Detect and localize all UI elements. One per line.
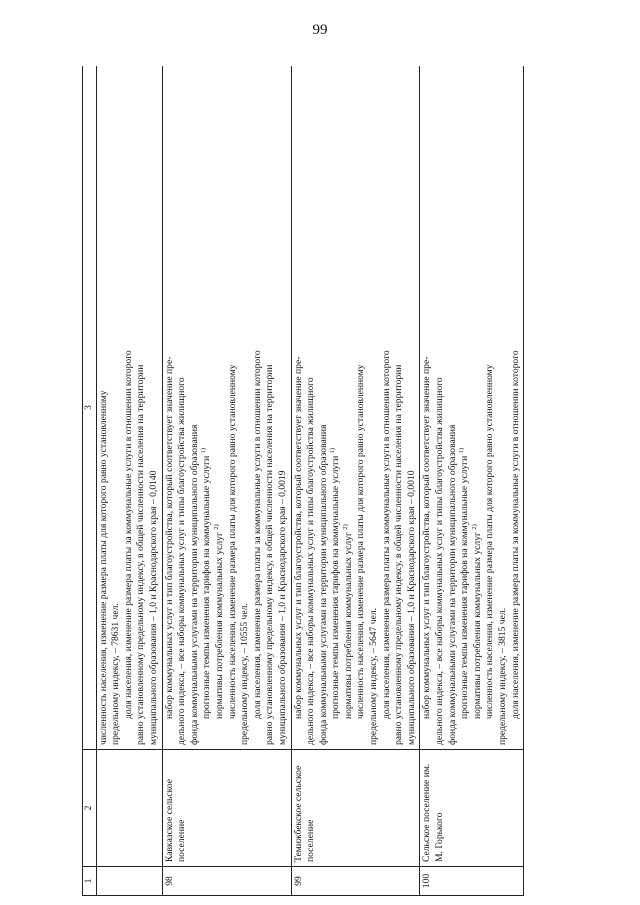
text-line-content: предельному индексу, – 78631 чел. — [110, 603, 122, 745]
text-line — [406, 70, 419, 745]
document-page-rotated — [82, 66, 564, 896]
description-cell — [162, 66, 291, 750]
text-line — [381, 70, 394, 745]
text-line-content: муниципального образования – 1,0 и Краснодарского края – 0,0140 — [147, 470, 159, 745]
text-line — [148, 70, 161, 745]
text-line-content: прогнозные темпы изменения тарифов на коммунальные услуги — [330, 455, 342, 719]
text-line — [110, 70, 123, 745]
text-line-content: доля населения, изменение размера платы за коммунальные услуги в отношении которого — [251, 350, 263, 719]
text-line — [497, 70, 510, 745]
continuation-name-cell — [96, 750, 162, 867]
text-line-content: муниципального образования – 1,0 и Краснодарского края – 0,0019 — [276, 470, 288, 745]
text-line-content: доля населения, изменение размера платы за коммунальные услуги в отношении которого — [380, 350, 392, 719]
footnote-marker: 1) — [329, 447, 337, 454]
text-line — [227, 70, 240, 745]
text-line — [355, 70, 368, 745]
text-line-content: нормативы потребления коммунальных услуг — [471, 532, 483, 719]
text-line-content: численность населения, изменение размера платы для которого равно установленному — [484, 364, 496, 719]
text-line-content: предельному индексу, – 3815 чел. — [497, 607, 508, 745]
text-line-content: равно установленному предельному индексу, в общей численности населения на территории — [264, 364, 276, 745]
text-line — [264, 70, 277, 745]
header-col-3: 3 — [83, 66, 97, 750]
text-line — [368, 70, 381, 745]
text-line — [239, 70, 252, 745]
settlement-name-cell: Сельское поселение им. М. Горького — [420, 750, 524, 867]
text-line-content: доля населения, изменение размера платы за коммунальные услуги в отношении которого — [122, 350, 134, 719]
footnote-marker: 2) — [470, 524, 478, 530]
text-line-content: доля населения, изменение размера платы за коммунальные услуги в отношении которого — [509, 350, 521, 719]
settlement-name-cell: Кавказское сельское поселение — [162, 750, 291, 867]
text-line-content: численность населения, изменение размера платы для которого равно установленному — [97, 390, 109, 745]
row-number-cell: 99 — [291, 867, 420, 896]
text-line-content: прогнозные темпы изменения тарифов на коммунальные услуги — [201, 455, 213, 719]
description-cell — [420, 66, 524, 750]
header-row — [83, 66, 97, 896]
text-line-content: предельному индексу, – 5647 чел. — [368, 607, 380, 745]
text-line — [164, 70, 177, 745]
footnote-marker: 2) — [212, 524, 220, 530]
footnote-marker: 1) — [458, 447, 466, 454]
continuation-number-cell — [96, 867, 162, 896]
table-row — [162, 66, 291, 896]
settlement-name-cell: Темижбекское сельское поселение — [291, 750, 420, 867]
text-line — [318, 70, 331, 745]
table-row — [420, 66, 524, 896]
text-line — [305, 70, 318, 745]
text-line-content: дельного индекса, – все наборы коммунальных услуг и типы благоустройства жилищного — [305, 377, 317, 745]
text-line-content: равно установленному предельному индексу, в общей численности населения на территории — [135, 364, 147, 745]
text-line — [484, 70, 497, 745]
text-line-content: численность населения, изменение размера платы для которого равно установленному — [355, 364, 367, 719]
text-line — [98, 70, 111, 745]
text-line-content: нормативы потребления коммунальных услуг — [213, 532, 225, 719]
data-table — [82, 66, 524, 896]
text-line — [277, 70, 290, 745]
row-number-cell: 100 — [420, 867, 524, 896]
text-line — [252, 70, 265, 745]
text-line-content: фонда коммунальными услугами на территории муниципального образования — [446, 424, 458, 745]
text-line — [421, 70, 434, 745]
header-col-2: 2 — [83, 750, 97, 867]
text-line — [123, 70, 136, 745]
text-line-content: прогнозные темпы изменения тарифов на коммунальные услуги — [459, 455, 471, 719]
header-col-1: 1 — [83, 867, 97, 896]
text-line-content: муниципального образования – 1,0 и Краснодарского края – 0,0010 — [405, 470, 417, 745]
table-body — [83, 66, 524, 896]
text-line — [343, 70, 356, 745]
continuation-text-cell — [96, 66, 162, 750]
text-line-content: набор коммунальных услуг и тип благоустройства, который соответствует значение пре- — [292, 356, 304, 719]
text-line — [459, 70, 472, 745]
page-number: 99 — [312, 22, 328, 38]
text-line-content: дельного индекса, – все наборы коммунальных услуг и типы благоустройства жилищного — [434, 377, 446, 745]
text-line — [330, 70, 343, 745]
text-line — [214, 70, 227, 745]
text-line — [201, 70, 214, 745]
text-line-content: численность населения, изменение размера платы для которого равно установленному — [226, 364, 238, 719]
text-line — [189, 70, 202, 745]
continuation-row — [96, 66, 162, 896]
text-line-content: фонда коммунальными услугами на территории муниципального образования — [188, 424, 200, 745]
footnote-marker: 2) — [341, 524, 349, 530]
text-line-content: набор коммунальных услуг и тип благоустройства, который соответствует значение пре- — [163, 356, 175, 719]
text-line-content: нормативы потребления коммунальных услуг — [342, 532, 354, 719]
text-line-content: набор коммунальных услуг и тип благоустройства, который соответствует значение пре- — [421, 356, 433, 719]
text-line-content: равно установленному предельному индексу, в общей численности населения на территории — [393, 364, 405, 745]
text-line — [472, 70, 485, 745]
footnote-marker: 1) — [200, 447, 208, 454]
text-line — [135, 70, 148, 745]
text-line — [510, 70, 523, 745]
text-line — [293, 70, 306, 745]
text-line — [176, 70, 189, 745]
text-line — [447, 70, 460, 745]
landscape-table-wrapper — [82, 66, 564, 896]
text-line-content: фонда коммунальными услугами на территории муниципального образования — [317, 424, 329, 745]
description-cell — [291, 66, 420, 750]
text-line-content: предельному индексу, – 10555 чел. — [239, 603, 251, 745]
text-line-content: дельного индекса, – все наборы коммунальных услуг и типы благоустройства жилищного — [176, 377, 188, 745]
table-row — [291, 66, 420, 896]
text-line — [393, 70, 406, 745]
text-line — [434, 70, 447, 745]
row-number-cell: 98 — [162, 867, 291, 896]
